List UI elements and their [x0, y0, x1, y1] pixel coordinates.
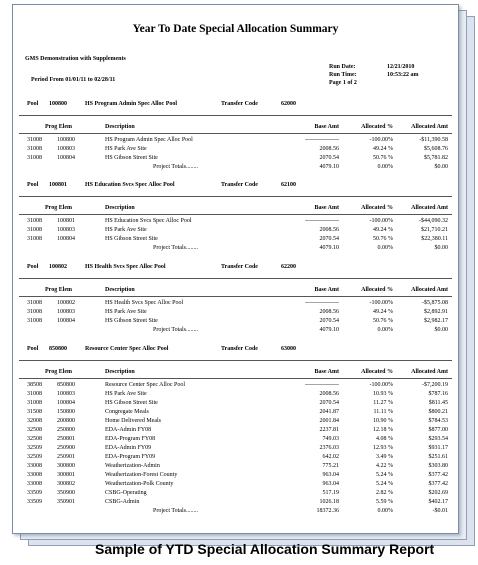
row-prog: 38508 — [27, 382, 42, 388]
row-prog: 31008 — [27, 236, 42, 242]
row-desc: Weatherization-Forest County — [105, 472, 178, 478]
report-title: Year To Date Special Allocation Summary — [132, 23, 339, 35]
row-desc: HS Health Svcs Spec Alloc Pool — [105, 300, 184, 306]
col-header-base-amt: Base Amt — [314, 205, 339, 211]
row-elem: 200800 — [57, 418, 75, 424]
row-base: 749.03 — [322, 436, 339, 442]
row-elem: 300802 — [57, 481, 75, 487]
row-base: ----------------- — [305, 137, 339, 143]
totals-amt: $0.00 — [434, 327, 448, 333]
row-amt: $402.17 — [428, 499, 448, 505]
row-amt: $800.21 — [428, 409, 448, 415]
row-amt: $787.16 — [428, 391, 448, 397]
row-pct: -100.00% — [369, 382, 393, 388]
transfer-code: 63000 — [281, 346, 296, 352]
row-desc: HS Gibson Street Site — [105, 236, 158, 242]
row-pct: 12.93 % — [373, 445, 393, 451]
row-amt: $303.80 — [428, 463, 448, 469]
row-desc: EDA-Admin FY09 — [105, 445, 152, 451]
row-elem: 850800 — [57, 382, 75, 388]
row-elem: 350900 — [57, 490, 75, 496]
totals-desc: Project Totals........ — [153, 327, 198, 333]
totals-pct: 0.00% — [377, 245, 393, 251]
row-base: 2070.54 — [319, 236, 339, 242]
row-prog: 33008 — [27, 472, 42, 478]
row-amt: -$44,090.32 — [419, 218, 448, 224]
row-elem: 100804 — [57, 318, 75, 324]
row-pct: 5.59 % — [376, 499, 393, 505]
pool-label: Pool — [27, 346, 39, 352]
row-elem: 250800 — [57, 427, 75, 433]
row-elem: 100803 — [57, 309, 75, 315]
col-header-prog-elem: Prog Elem — [45, 287, 73, 293]
header-divider — [19, 296, 452, 297]
row-pct: 12.18 % — [373, 427, 393, 433]
row-pct: 11.11 % — [373, 409, 393, 415]
col-header-description: Description — [105, 205, 135, 211]
col-header-base-amt: Base Amt — [314, 124, 339, 130]
row-amt: $251.61 — [428, 454, 448, 460]
row-prog: 32508 — [27, 427, 42, 433]
row-desc: HS Education Svcs Spec Alloc Pool — [105, 218, 192, 224]
section-divider — [19, 360, 452, 361]
row-desc: Resource Center Spec Alloc Pool — [105, 382, 185, 388]
col-header-allocated-pct: Allocated % — [361, 124, 393, 130]
pool-name: Resource Center Spec Alloc Pool — [85, 346, 169, 352]
period-to-label: to — [87, 77, 93, 83]
pool-number: 100801 — [49, 182, 67, 188]
report-caption: Sample of YTD Special Allocation Summary Report — [95, 541, 435, 557]
totals-base: 4079.10 — [319, 245, 339, 251]
row-prog: 32509 — [27, 445, 42, 451]
row-amt: $21,710.21 — [421, 227, 448, 233]
row-base: ----------------- — [305, 382, 339, 388]
pool-name: HS Education Svcs Spec Alloc Pool — [85, 182, 175, 188]
col-header-base-amt: Base Amt — [314, 369, 339, 375]
row-base: 2070.54 — [319, 318, 339, 324]
transfer-code-label: Transfer Code — [221, 264, 258, 270]
totals-pct: 0.00% — [377, 327, 393, 333]
pool-number: 850800 — [49, 346, 67, 352]
row-desc: HS Park Ave Site — [105, 146, 147, 152]
totals-desc: Project Totals........ — [153, 164, 198, 170]
row-amt: $5,608.76 — [424, 146, 448, 152]
row-prog: 33509 — [27, 499, 42, 505]
run-time-label: Run Time: — [329, 72, 357, 78]
row-elem: 100803 — [57, 391, 75, 397]
pool-label: Pool — [27, 264, 39, 270]
header-divider — [19, 214, 452, 215]
row-elem: 100804 — [57, 155, 75, 161]
row-base: 642.02 — [322, 454, 339, 460]
row-elem: 100804 — [57, 400, 75, 406]
row-amt: $931.17 — [428, 445, 448, 451]
transfer-code-label: Transfer Code — [221, 346, 258, 352]
row-elem: 100804 — [57, 236, 75, 242]
row-pct: 49.24 % — [373, 146, 393, 152]
row-base: 2001.84 — [319, 418, 339, 424]
period-label: Period From — [31, 77, 64, 83]
row-elem: 300800 — [57, 463, 75, 469]
row-desc: HS Gibson Street Site — [105, 400, 158, 406]
run-date-label: Run Date: — [329, 64, 356, 70]
totals-amt: $0.00 — [434, 245, 448, 251]
row-desc: Congregate Meals — [105, 409, 149, 415]
row-amt: $784.53 — [428, 418, 448, 424]
totals-base: 4079.10 — [319, 164, 339, 170]
row-amt: $293.54 — [428, 436, 448, 442]
row-amt: $877.00 — [428, 427, 448, 433]
row-prog: 31008 — [27, 300, 42, 306]
row-pct: 4.08 % — [376, 436, 393, 442]
pool-name: HS Health Svcs Spec Alloc Pool — [85, 264, 166, 270]
pool-label: Pool — [27, 101, 39, 107]
row-prog: 31008 — [27, 227, 42, 233]
row-prog: 33008 — [27, 463, 42, 469]
row-pct: -100.00% — [369, 137, 393, 143]
row-pct: 10.93 % — [373, 391, 393, 397]
row-prog: 31008 — [27, 318, 42, 324]
totals-amt: -$0.01 — [432, 508, 448, 514]
row-elem: 100803 — [57, 227, 75, 233]
row-desc: CSBG-Admin — [105, 499, 140, 505]
transfer-code: 62000 — [281, 101, 296, 107]
row-pct: 50.76 % — [373, 155, 393, 161]
section-divider — [19, 115, 452, 116]
section-divider — [19, 196, 452, 197]
col-header-allocated-amt: Allocated Amt — [411, 124, 448, 130]
row-desc: Home Delivered Meals — [105, 418, 161, 424]
row-base: 2041.87 — [319, 409, 339, 415]
totals-desc: Project Totals........ — [153, 508, 198, 514]
row-prog: 31008 — [27, 146, 42, 152]
row-amt: $2,982.17 — [424, 318, 448, 324]
row-base: 2008.56 — [319, 309, 339, 315]
row-pct: 49.24 % — [373, 309, 393, 315]
row-prog: 31508 — [27, 409, 42, 415]
row-amt: $22,380.11 — [421, 236, 448, 242]
row-pct: 5.24 % — [376, 472, 393, 478]
row-base: 2376.03 — [319, 445, 339, 451]
col-header-base-amt: Base Amt — [314, 287, 339, 293]
run-date: 12/21/2010 — [387, 64, 415, 70]
row-desc: HS Park Ave Site — [105, 391, 147, 397]
row-elem: 100802 — [57, 300, 75, 306]
row-prog: 31008 — [27, 218, 42, 224]
totals-base: 4079.10 — [319, 327, 339, 333]
row-prog: 33509 — [27, 490, 42, 496]
col-header-allocated-amt: Allocated Amt — [411, 205, 448, 211]
row-prog: 31008 — [27, 391, 42, 397]
row-amt: $5,781.82 — [424, 155, 448, 161]
row-prog: 32508 — [27, 436, 42, 442]
row-pct: 10.90 % — [373, 418, 393, 424]
row-elem: 250901 — [57, 454, 75, 460]
row-prog: 33008 — [27, 481, 42, 487]
row-elem: 100803 — [57, 146, 75, 152]
col-header-description: Description — [105, 369, 135, 375]
totals-pct: 0.00% — [377, 164, 393, 170]
row-elem: 150800 — [57, 409, 75, 415]
row-pct: 4.22 % — [376, 463, 393, 469]
row-elem: 300801 — [57, 472, 75, 478]
row-amt: -$11,390.58 — [419, 137, 448, 143]
totals-desc: Project Totals........ — [153, 245, 198, 251]
row-desc: EDA-Program FY08 — [105, 436, 156, 442]
row-desc: HS Park Ave Site — [105, 309, 147, 315]
row-prog: 31008 — [27, 400, 42, 406]
row-pct: 5.24 % — [376, 481, 393, 487]
period-to: 02/28/11 — [94, 77, 116, 83]
row-base: 2008.56 — [319, 227, 339, 233]
row-amt: $2,892.91 — [424, 309, 448, 315]
row-base: 963.04 — [322, 472, 339, 478]
period-from: 01/01/11 — [65, 77, 87, 83]
row-elem: 100801 — [57, 218, 75, 224]
row-pct: 50.76 % — [373, 236, 393, 242]
col-header-prog-elem: Prog Elem — [45, 369, 73, 375]
row-base: 1026.18 — [319, 499, 339, 505]
row-amt: -$7,200.19 — [422, 382, 448, 388]
organization-name: GMS Demonstration with Supplements — [25, 56, 126, 62]
row-amt: $377.42 — [428, 481, 448, 487]
col-header-allocated-pct: Allocated % — [361, 205, 393, 211]
section-divider — [19, 278, 452, 279]
totals-base: 18372.36 — [316, 508, 339, 514]
row-amt: $811.45 — [428, 400, 448, 406]
col-header-allocated-amt: Allocated Amt — [411, 369, 448, 375]
row-pct: 49.24 % — [373, 227, 393, 233]
col-header-prog-elem: Prog Elem — [45, 124, 73, 130]
pool-number: 100802 — [49, 264, 67, 270]
col-header-description: Description — [105, 124, 135, 130]
totals-pct: 0.00% — [377, 508, 393, 514]
header-divider — [19, 133, 452, 134]
report-page — [12, 4, 459, 534]
row-desc: HS Gibson Street Site — [105, 155, 158, 161]
row-pct: 11.27 % — [373, 400, 393, 406]
row-pct: -100.00% — [369, 300, 393, 306]
row-pct: 2.82 % — [376, 490, 393, 496]
col-header-allocated-amt: Allocated Amt — [411, 287, 448, 293]
row-base: ----------------- — [305, 218, 339, 224]
row-prog: 31008 — [27, 309, 42, 315]
transfer-code-label: Transfer Code — [221, 182, 258, 188]
row-desc: Weatherization-Admin — [105, 463, 160, 469]
row-base: 2070.54 — [319, 155, 339, 161]
pool-label: Pool — [27, 182, 39, 188]
row-desc: HS Gibson Street Site — [105, 318, 158, 324]
row-desc: HS Park Ave Site — [105, 227, 147, 233]
transfer-code: 62100 — [281, 182, 296, 188]
col-header-prog-elem: Prog Elem — [45, 205, 73, 211]
row-desc: EDA-Program FY09 — [105, 454, 156, 460]
row-base: 2070.54 — [319, 400, 339, 406]
row-amt: -$5,875.08 — [422, 300, 448, 306]
row-amt: $202.69 — [428, 490, 448, 496]
period-range — [31, 77, 115, 84]
row-base: 2237.81 — [319, 427, 339, 433]
row-elem: 100800 — [57, 137, 75, 143]
col-header-allocated-pct: Allocated % — [361, 287, 393, 293]
pool-number: 100800 — [49, 101, 67, 107]
row-base: 963.04 — [322, 481, 339, 487]
row-prog: 32509 — [27, 454, 42, 460]
row-desc: Weatherization-Polk County — [105, 481, 174, 487]
pool-name: HS Program Admin Spec Alloc Pool — [85, 101, 178, 107]
row-desc: EDA-Admin FY08 — [105, 427, 152, 433]
row-pct: 3.49 % — [376, 454, 393, 460]
row-elem: 250900 — [57, 445, 75, 451]
row-amt: $377.42 — [428, 472, 448, 478]
header-divider — [19, 378, 452, 379]
row-base: 2008.56 — [319, 391, 339, 397]
col-header-allocated-pct: Allocated % — [361, 369, 393, 375]
row-pct: 50.76 % — [373, 318, 393, 324]
row-desc: HS Program Admin Spec Alloc Pool — [105, 137, 193, 143]
row-elem: 350901 — [57, 499, 75, 505]
row-base: 2008.56 — [319, 146, 339, 152]
col-header-description: Description — [105, 287, 135, 293]
row-pct: -100.00% — [369, 218, 393, 224]
row-base: ----------------- — [305, 300, 339, 306]
page-number: Page 1 of 2 — [329, 80, 357, 86]
totals-amt: $0.00 — [434, 164, 448, 170]
row-prog: 31008 — [27, 155, 42, 161]
run-time: 10:53:22 am — [387, 72, 419, 78]
row-desc: CSBG-Operating — [105, 490, 147, 496]
row-prog: 31008 — [27, 137, 42, 143]
transfer-code-label: Transfer Code — [221, 101, 258, 107]
row-base: 775.21 — [322, 463, 339, 469]
transfer-code: 62200 — [281, 264, 296, 270]
row-base: 517.19 — [322, 490, 339, 496]
row-prog: 32008 — [27, 418, 42, 424]
row-elem: 250801 — [57, 436, 75, 442]
